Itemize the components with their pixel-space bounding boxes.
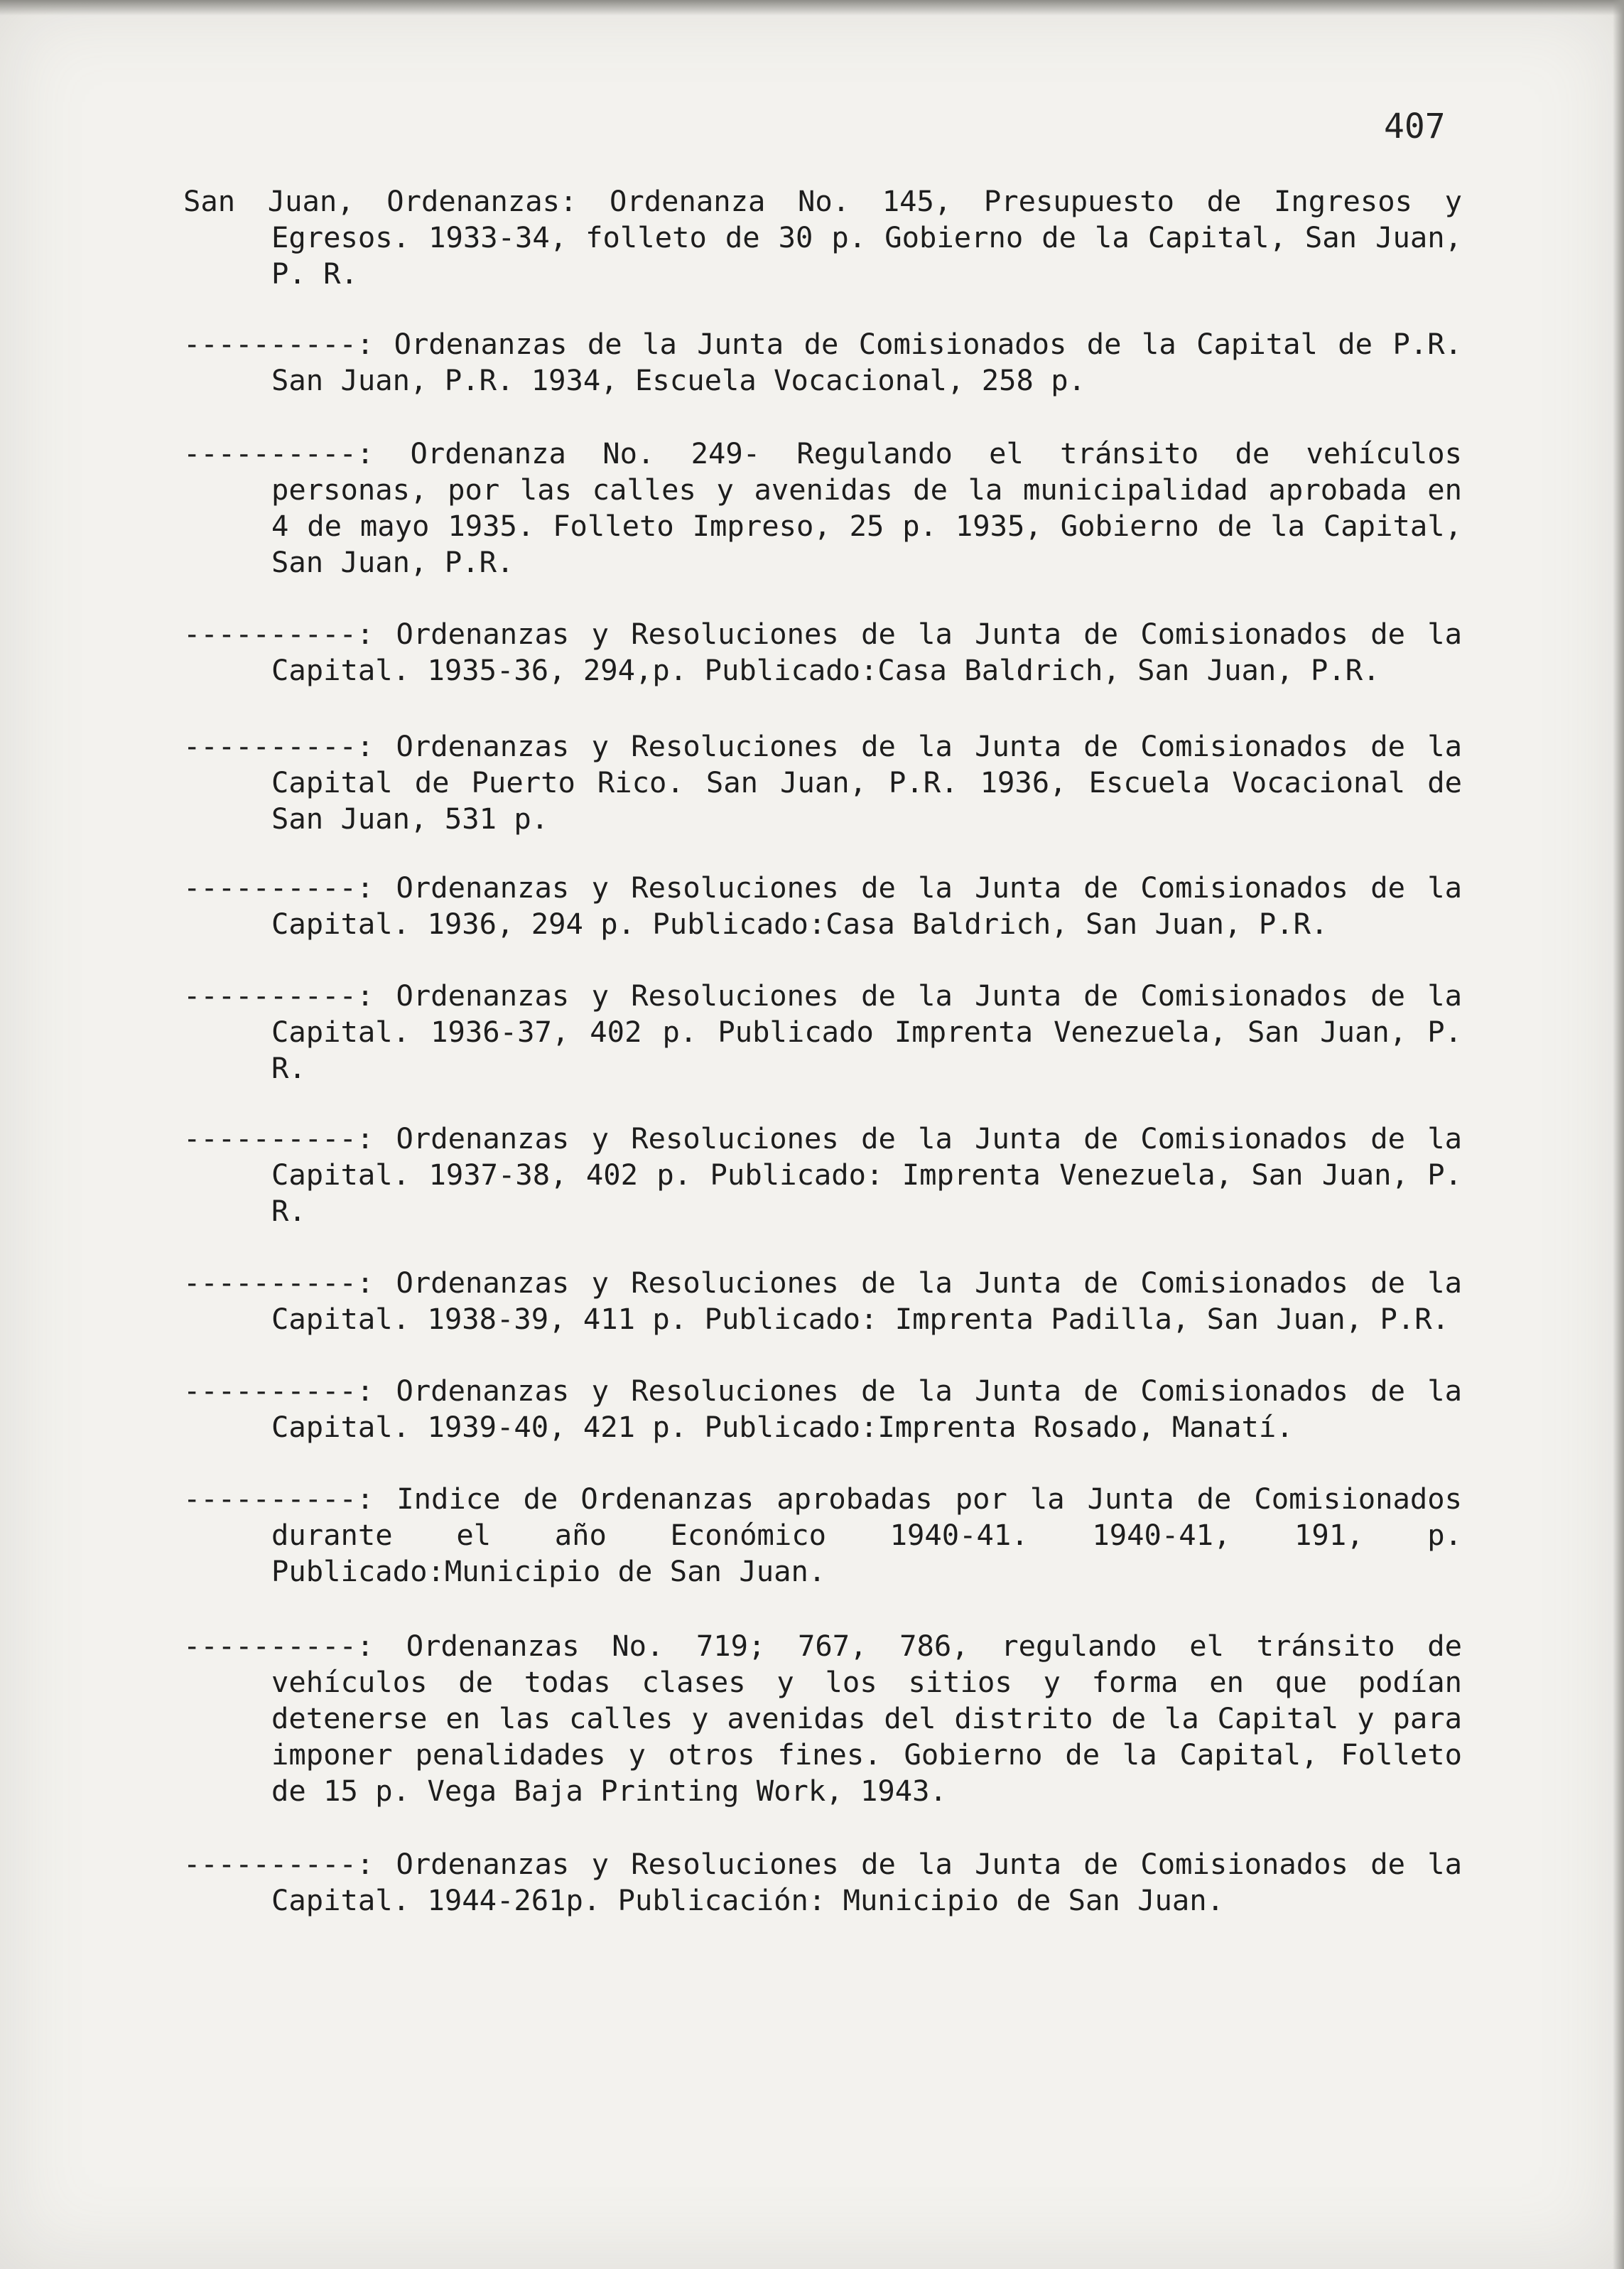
bibliography-entry: ----------: Ordenanzas y Resoluciones de la Junta de Comisionados de la Capital. 1936, 294 p. Publicado:Casa Baldrich, San Juan, P.R. xyxy=(183,871,1462,941)
page-top-edge xyxy=(0,0,1624,16)
page-right-edge xyxy=(1613,0,1624,2269)
bibliography-entry: ----------: Ordenanzas y Resoluciones de la Junta de Comisionados de la Capital. 1944-261p. Publicación: Municipio de San Juan. xyxy=(183,1847,1462,1917)
bibliography-entry: ----------: Ordenanzas y Resoluciones de la Junta de Comisionados de la Capital. 1939-40, 421 p. Publicado:Imprenta Rosado, Manatí. xyxy=(183,1374,1462,1444)
bibliography-entry: ----------: Ordenanzas de la Junta de Comisionados de la Capital de P.R. San Juan, P.R. 1934, Escuela Vocacional, 258 p. xyxy=(183,327,1462,397)
bibliography-entry: ----------: Ordenanzas y Resoluciones de la Junta de Comisionados de la Capital. 1938-39, 411 p. Publicado: Imprenta Padilla, San Juan, P.R. xyxy=(183,1266,1462,1336)
bibliography-list xyxy=(183,183,1462,1948)
bibliography-entry: San Juan, Ordenanzas: Ordenanza No. 145, Presupuesto de Ingresos y Egresos. 1933-34, folleto de 30 p. Gobierno de la Capital, San Juan, P. R. xyxy=(183,184,1462,291)
bibliography-entry: ----------: Ordenanzas y Resoluciones de la Junta de Comisionados de la Capital. 1936-37, 402 p. Publicado Imprenta Venezuela, San Juan, P. R. xyxy=(183,979,1462,1085)
bibliography-entry: ----------: Ordenanzas y Resoluciones de la Junta de Comisionados de la Capital de Puerto Rico. San Juan, P.R. 1936, Escuela Vocacional de San Juan, 531 p. xyxy=(183,729,1462,836)
page-number: 407 xyxy=(1384,107,1446,146)
bibliography-entry: ----------: Indice de Ordenanzas aprobadas por la Junta de Comisionados durante el año Económico 1940-41. 1940-41, 191, p. Publicado:Municipio de San Juan. xyxy=(183,1482,1462,1588)
bibliography-entry: ----------: Ordenanzas No. 719; 767, 786, regulando el tránsito de vehículos de todas clases y los sitios y forma en que podían detenerse en las calles y avenidas del distrito de la Capital y para imponer penalidades y otros fines. Gobierno de la Capital, Folleto de 15 p. Vega Baja Printing Work, 1943. xyxy=(183,1629,1462,1808)
bibliography-entry: ----------: Ordenanzas y Resoluciones de la Junta de Comisionados de la Capital. 1935-36, 294,p. Publicado:Casa Baldrich, San Juan, P.R. xyxy=(183,617,1462,687)
bibliography-entry: ----------: Ordenanzas y Resoluciones de la Junta de Comisionados de la Capital. 1937-38, 402 p. Publicado: Imprenta Venezuela, San Juan, P. R. xyxy=(183,1121,1462,1228)
bibliography-entry: ----------: Ordenanza No. 249- Regulando el tránsito de vehículos personas, por las calles y avenidas de la municipalidad aprobada en 4 de mayo 1935. Folleto Impreso, 25 p. 1935, Gobierno de la Capital, San Juan, P.R. xyxy=(183,436,1462,579)
